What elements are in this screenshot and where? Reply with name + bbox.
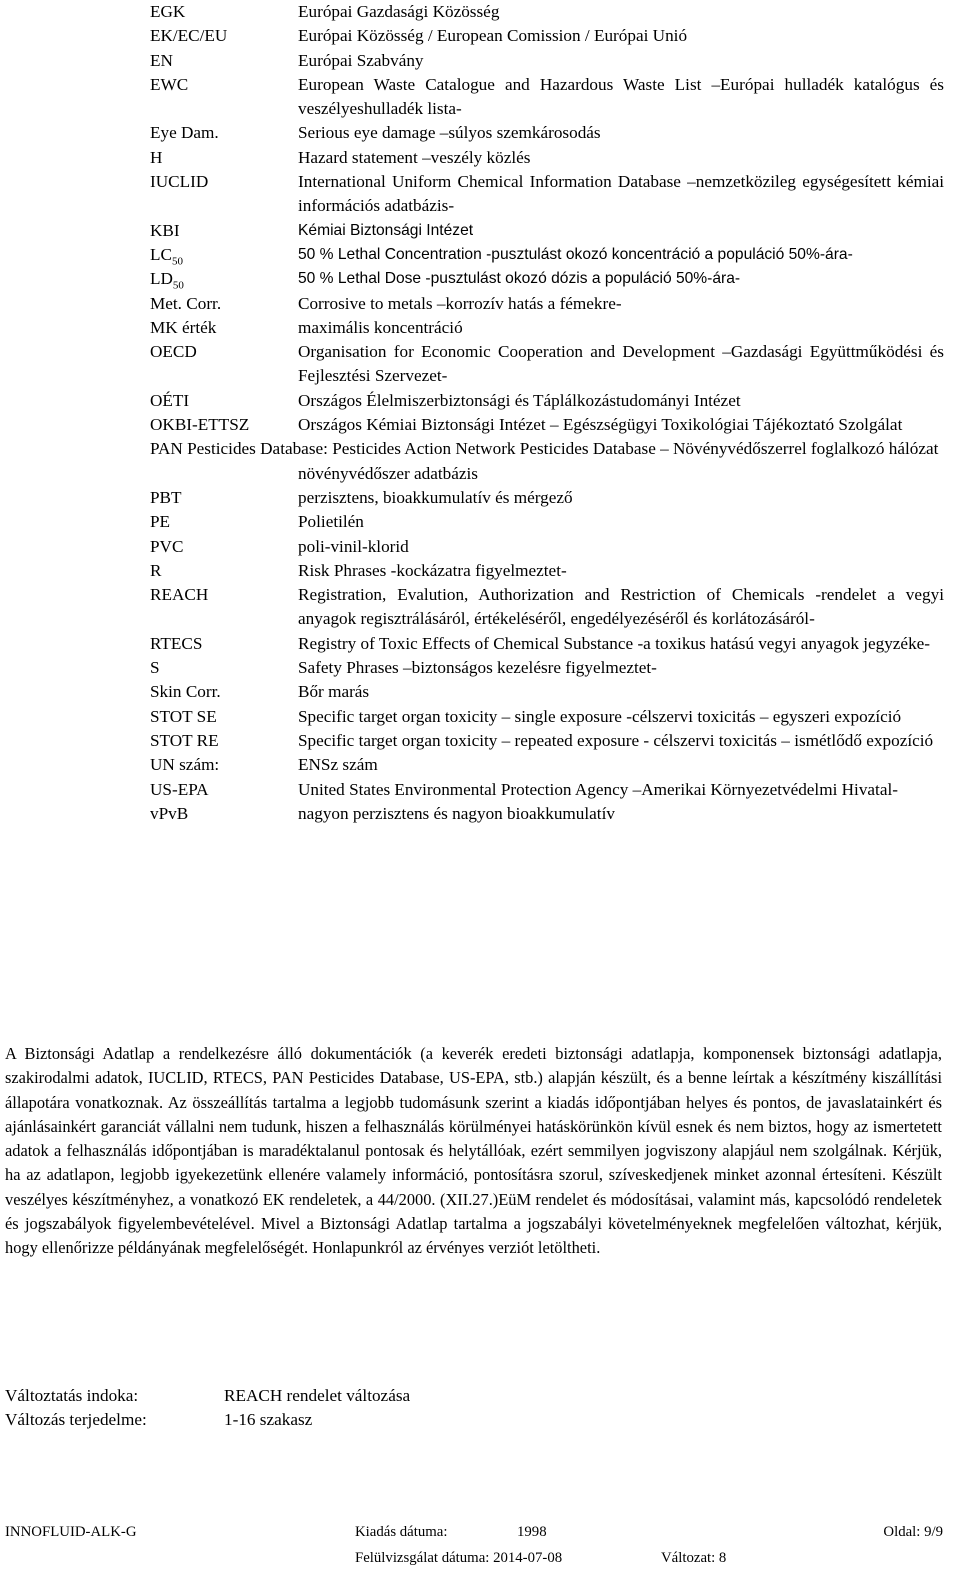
abbr-term: STOT SE bbox=[150, 706, 217, 726]
abbr-row bbox=[150, 170, 944, 219]
abbr-row bbox=[150, 510, 944, 534]
abbr-definition: Bőr marás bbox=[298, 682, 370, 702]
abbr-term: S bbox=[150, 658, 160, 678]
abbr-term-subscript: 50 bbox=[172, 279, 184, 292]
abbr-definition: Pesticides Database: Pesticides Action Network Pesticides Database – Növényvédőszerrel foglalkozó hálózat növényvédőszer adatbázis bbox=[187, 439, 939, 483]
abbr-definition: Kémiai Biztonsági Intézet bbox=[298, 221, 474, 239]
abbr-term: Met. Corr. bbox=[150, 293, 222, 313]
abbr-term: Skin Corr. bbox=[150, 682, 221, 702]
footer-product-name: INNOFLUID-ALK-G bbox=[5, 1524, 137, 1540]
abbr-definition: Európai Szabvány bbox=[298, 50, 424, 70]
abbr-row bbox=[150, 486, 944, 510]
abbr-definition: Specific target organ toxicity – repeated exposure - célszervi toxicitás – ismétlődő expozíció bbox=[298, 730, 934, 750]
abbr-term: EWC bbox=[150, 74, 189, 94]
abbr-definition: poli-vinil-klorid bbox=[298, 536, 409, 556]
abbr-term: Eye Dam. bbox=[150, 123, 219, 143]
change-info bbox=[5, 1384, 410, 1433]
abbr-row bbox=[150, 146, 944, 170]
abbr-row bbox=[150, 292, 944, 316]
abbr-term: STOT RE bbox=[150, 730, 219, 750]
abbr-row bbox=[150, 0, 944, 24]
abbr-term: US-EPA bbox=[150, 779, 209, 799]
abbr-term: EK/EC/EU bbox=[150, 26, 228, 46]
abbr-definition: Serious eye damage –súlyos szemkárosodás bbox=[298, 123, 601, 143]
abbr-term: OÉTI bbox=[150, 390, 190, 410]
abbr-term-base: LD bbox=[150, 269, 173, 289]
change-reason-value: REACH rendelet változása bbox=[224, 1386, 411, 1405]
abbr-definition: Európai Közösség / European Comission / Európai Unió bbox=[298, 26, 688, 46]
abbr-term: EN bbox=[150, 50, 173, 70]
change-reason-label: Változtatás indoka: bbox=[5, 1386, 139, 1405]
abbr-row bbox=[150, 340, 944, 389]
abbr-definition: Corrosive to metals –korrozív hatás a fémekre- bbox=[298, 293, 622, 313]
abbr-definition: United States Environmental Protection Agency –Amerikai Környezetvédelmi Hivatal- bbox=[298, 779, 898, 799]
abbr-row bbox=[150, 559, 944, 583]
abbr-definition: Hazard statement –veszély közlés bbox=[298, 147, 531, 167]
abbr-definition: 50 % Lethal Concentration -pusztulást okozó koncentráció a populáció 50%-ára- bbox=[298, 245, 853, 263]
abbr-row bbox=[150, 753, 944, 777]
footer-issue-value: 1998 bbox=[517, 1524, 547, 1540]
abbr-row bbox=[150, 656, 944, 680]
page-footer bbox=[5, 1520, 943, 1580]
abbr-row bbox=[150, 778, 944, 802]
abbr-row bbox=[150, 729, 944, 753]
abbr-term: PVC bbox=[150, 536, 184, 556]
abbr-term: KBI bbox=[150, 220, 180, 240]
abbr-term: EGK bbox=[150, 2, 186, 21]
disclaimer-paragraph: A Biztonsági Adatlap a rendelkezésre álló dokumentációk (a keverék eredeti biztonsági adatlapja, komponensek biztonsági adatlapja, szakirodalmi adatok, IUCLID, RTECS, PAN Pesticides Database, US-EPA, stb.) alapján készült, és a benne leírtak a készítmény kiszállítási állapotára vonatkoznak. Az összeállítás tartalma a legjobb tudomásunk szerint a kiadás időpontjában helyes és pontos, de javaslatainkért és ajánlásainkért garanciát vállalni nem tudunk, hiszen a felhasználás körülményei hatáskörünkön kívül esnek és nem biztos, hogy az ismertetett adatok a felhasználás időpontjában is maradéktalanul pontosak és helytállóak, ezért semmilyen jogviszony alapjául nem szolgálnak. Kérjük, ha az adatlapon, legjobb igyekezetünk ellenére valamely információ, pontosításra szorul, szíveskedjenek minket azonnal értesíteni. Készült veszélyes készítményhez, a vonatkozó EK rendeletek, a 44/2000. (XII.27.)EüM rendelet és módosításai, valamint más, kapcsolódó rendeletek és jogszabályok figyelembevételével. Mivel a Biztonsági Adatlap tartalma a jogszabályi követelményeknek megfelelően változhat, kérjük, hogy ellenőrizze példányának megfelelőségét. Honlapunkról az érvényes verziót letöltheti. bbox=[5, 1044, 942, 1258]
abbr-definition: Európai Gazdasági Közösség bbox=[298, 2, 500, 21]
change-scope-row bbox=[5, 1408, 410, 1432]
abbr-definition: maximális koncentráció bbox=[298, 317, 463, 337]
abbr-definition: International Uniform Chemical Information Database –nemzetközileg egységesített kémiai információs adatbázis- bbox=[298, 172, 944, 216]
abbr-row bbox=[150, 219, 944, 243]
abbr-term bbox=[150, 243, 298, 267]
abbr-definition: Risk Phrases -kockázatra figyelmeztet- bbox=[298, 560, 567, 580]
change-scope-value: 1-16 szakasz bbox=[224, 1410, 313, 1430]
abbr-row bbox=[150, 705, 944, 729]
abbr-term: PBT bbox=[150, 487, 182, 507]
abbr-definition: Registration, Evalution, Authorization and Restriction of Chemicals -rendelet a vegyi anyagok regisztrálásáról, értékeléséről, engedélyezéséről és korlátozásáról- bbox=[298, 585, 944, 629]
abbr-row bbox=[150, 802, 944, 826]
abbr-definition: ENSz szám bbox=[298, 755, 378, 775]
abbr-term: H bbox=[150, 147, 163, 167]
abbr-term: OECD bbox=[150, 342, 197, 362]
abbr-row bbox=[150, 267, 944, 291]
abbr-row bbox=[150, 316, 944, 340]
footer-review-date: Felülvizsgálat dátuma: 2014-07-08 bbox=[355, 1550, 563, 1566]
abbr-term: PE bbox=[150, 512, 171, 532]
change-reason-row bbox=[5, 1384, 410, 1408]
abbr-definition: Registry of Toxic Effects of Chemical Substance -a toxikus hatású vegyi anyagok jegyzéke- bbox=[298, 633, 931, 653]
abbr-definition: Safety Phrases –biztonságos kezelésre figyelmeztet- bbox=[298, 658, 657, 678]
abbr-row bbox=[150, 583, 944, 632]
abbr-term: R bbox=[150, 560, 162, 580]
footer-version: Változat: 8 bbox=[661, 1550, 727, 1566]
abbreviation-list bbox=[150, 0, 944, 826]
abbr-definition: Specific target organ toxicity – single exposure -célszervi toxicitás – egyszeri expozíció bbox=[298, 706, 902, 726]
change-scope-label: Változás terjedelme: bbox=[5, 1410, 147, 1430]
abbr-term-base: LC bbox=[150, 244, 172, 264]
abbr-term-subscript: 50 bbox=[171, 255, 183, 268]
abbr-definition: European Waste Catalogue and Hazardous Waste List –Európai hulladék katalógus és veszélyeshulladék lista- bbox=[298, 74, 944, 119]
abbr-definition: Országos Élelmiszerbiztonsági és Táplálkozástudományi Intézet bbox=[298, 390, 741, 410]
abbr-row bbox=[150, 24, 944, 48]
abbr-term: MK érték bbox=[150, 317, 217, 337]
abbr-term: OKBI-ETTSZ bbox=[150, 415, 250, 435]
footer-page-number: Oldal: 9/9 bbox=[883, 1524, 943, 1540]
abbr-definition: Polietilén bbox=[298, 512, 364, 532]
abbr-term: RTECS bbox=[150, 633, 203, 653]
abbr-term: PAN bbox=[150, 439, 183, 459]
abbr-term: REACH bbox=[150, 585, 209, 605]
abbr-term: IUCLID bbox=[150, 172, 209, 192]
abbr-definition: 50 % Lethal Dose -pusztulást okozó dózis a populáció 50%-ára- bbox=[298, 270, 741, 288]
abbr-row bbox=[150, 437, 944, 486]
abbr-term: UN szám: bbox=[150, 755, 220, 775]
abbr-definition: nagyon perzisztens és nagyon bioakkumulatív bbox=[298, 803, 615, 823]
abbr-row bbox=[150, 121, 944, 145]
abbr-row bbox=[150, 632, 944, 656]
footer-issue-label: Kiadás dátuma: bbox=[355, 1524, 448, 1540]
abbr-row bbox=[150, 49, 944, 73]
abbr-definition: Organisation for Economic Cooperation and Development –Gazdasági Együttműködési és Fejlesztési Szervezet- bbox=[298, 342, 944, 386]
abbr-term bbox=[150, 267, 298, 291]
abbr-term: vPvB bbox=[150, 803, 189, 823]
abbr-row bbox=[150, 73, 944, 122]
abbr-definition: perzisztens, bioakkumulatív és mérgező bbox=[298, 487, 573, 507]
abbr-row bbox=[150, 535, 944, 559]
abbr-row bbox=[150, 413, 944, 437]
abbr-row bbox=[150, 389, 944, 413]
abbr-definition: Országos Kémiai Biztonsági Intézet – Egészségügyi Toxikológiai Tájékoztató Szolgálat bbox=[298, 415, 903, 435]
abbr-row bbox=[150, 680, 944, 704]
abbr-row bbox=[150, 243, 944, 267]
